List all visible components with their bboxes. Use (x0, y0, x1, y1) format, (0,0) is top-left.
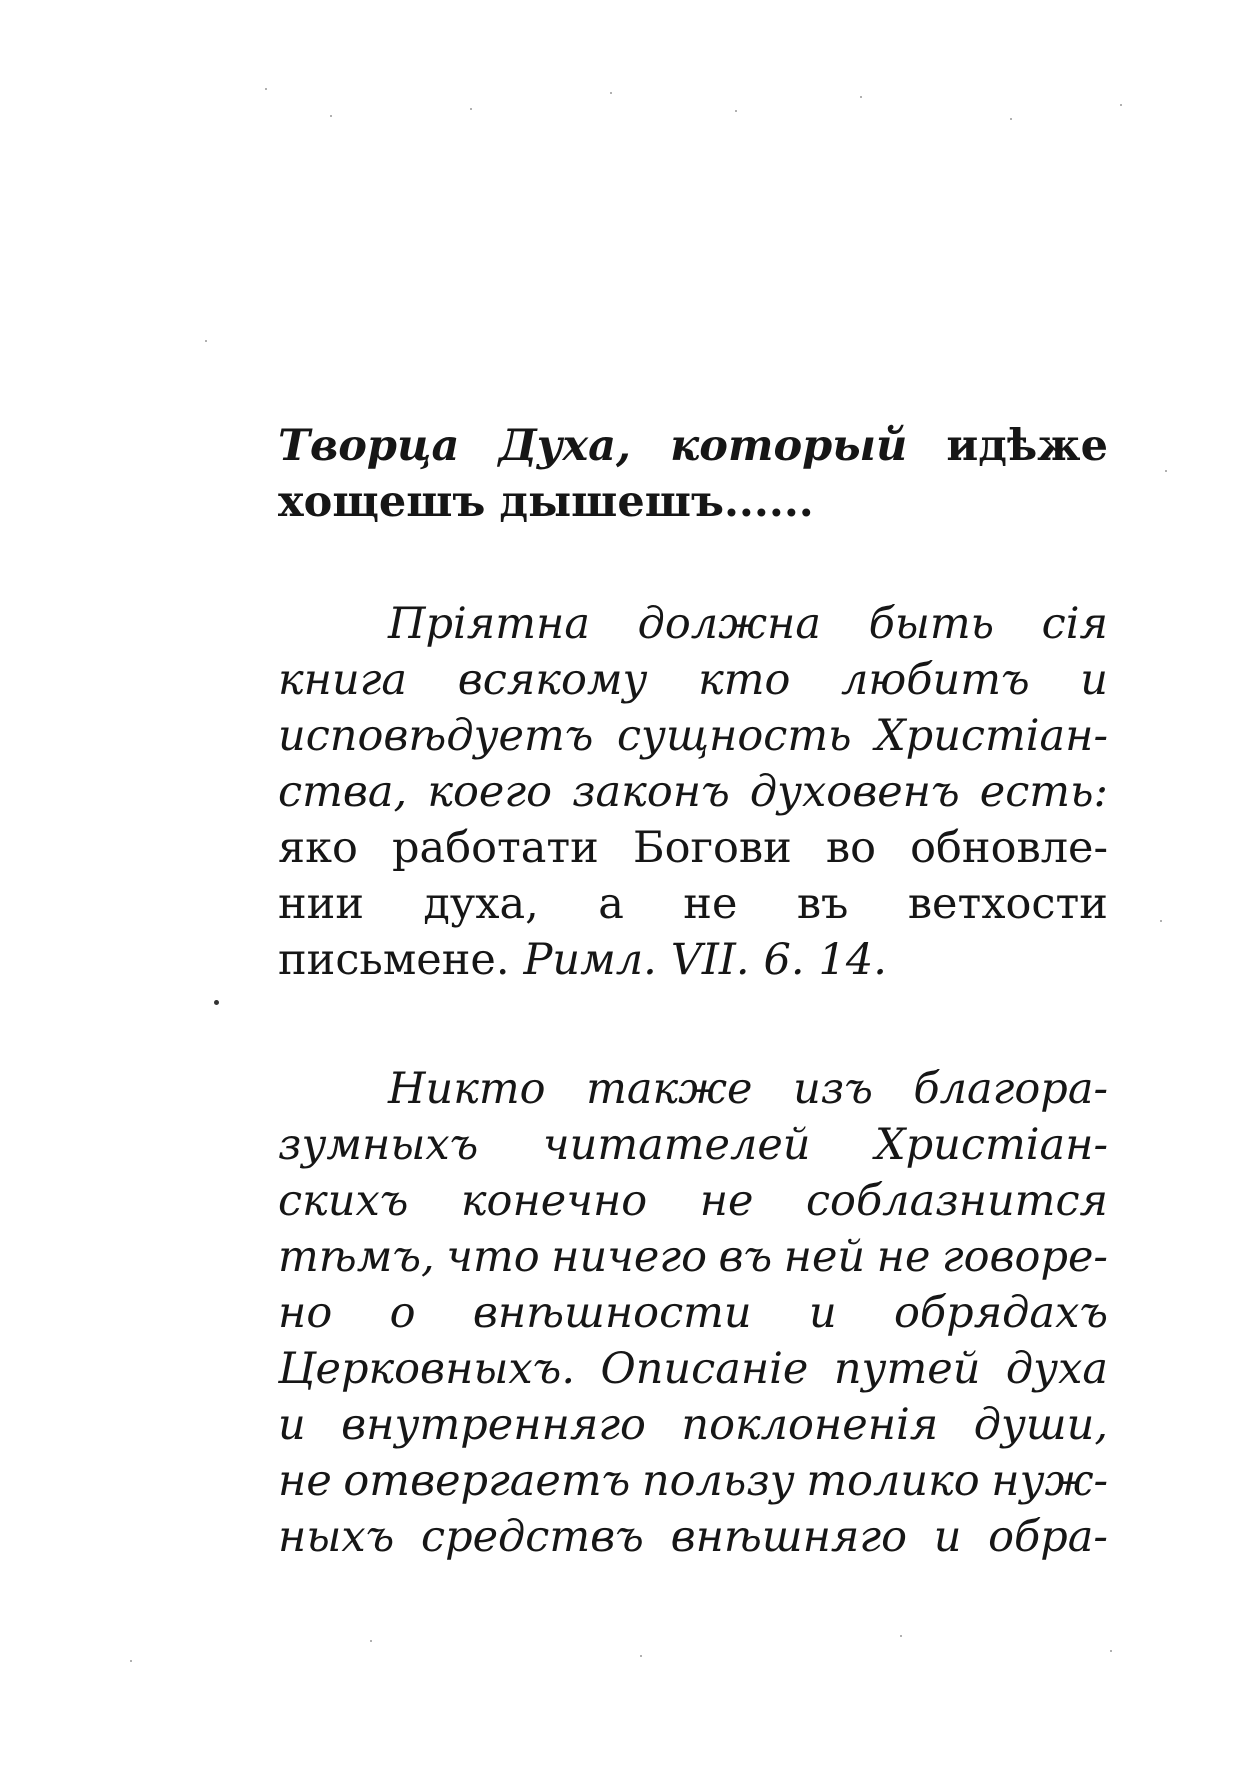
citation-verse: 6. (763, 935, 805, 985)
word: есть: (979, 767, 1108, 817)
word: конечно (460, 1176, 648, 1226)
word: всякому (457, 655, 648, 705)
text-line (278, 652, 1108, 708)
word: отвергаетъ (343, 1456, 631, 1506)
word: изъ (793, 1064, 873, 1114)
word: души, (973, 1400, 1108, 1450)
word: зумныхъ (278, 1120, 479, 1170)
text-line (278, 418, 1108, 474)
scan-speck (330, 115, 332, 117)
word: исповѣдуетъ (278, 711, 594, 761)
text-line (278, 1285, 1108, 1341)
word: быть (868, 599, 995, 649)
scan-speck (640, 1655, 642, 1657)
word: Духа, (498, 421, 631, 471)
scan-speck (610, 92, 612, 94)
word: законъ (572, 767, 730, 817)
word: Описаніе (600, 1344, 809, 1394)
word: Церковныхъ. (278, 1344, 575, 1394)
word: духа, (423, 879, 539, 929)
word: Христіан- (875, 711, 1108, 761)
word: въ (796, 879, 849, 929)
scan-speck (265, 88, 267, 90)
word: читателей (542, 1120, 811, 1170)
scan-speck (900, 1635, 902, 1637)
word: ветхости (907, 879, 1108, 929)
scan-speck (130, 1660, 132, 1662)
scan-speck (1010, 118, 1012, 120)
text-line (278, 1117, 1108, 1173)
scan-speck (1120, 104, 1122, 106)
word: но (278, 1288, 333, 1338)
word: хощешъ (278, 477, 486, 527)
text-line (278, 1509, 1108, 1565)
paragraph-2 (278, 596, 1108, 988)
scan-speck (370, 1640, 372, 1642)
word: не (876, 1232, 931, 1282)
word: духовенъ (749, 767, 960, 817)
word: дышешъ...... (499, 477, 814, 527)
word: внутренняго (341, 1400, 646, 1450)
word: обра- (988, 1512, 1108, 1562)
word: Творца (278, 421, 460, 471)
scan-speck (860, 96, 862, 98)
text-line (278, 596, 1108, 652)
word: не (278, 1456, 332, 1506)
word: нии (278, 879, 364, 929)
word: Христіан- (875, 1120, 1108, 1170)
text-line (278, 820, 1108, 876)
word: во (825, 823, 877, 873)
word: и (278, 1400, 306, 1450)
word: не (699, 1176, 754, 1226)
scan-speck (735, 110, 737, 112)
word: идѣже (946, 421, 1108, 471)
citation-book: Римл. (523, 935, 657, 985)
word: ныхъ (278, 1512, 395, 1562)
text-line (278, 708, 1108, 764)
text-line (278, 876, 1108, 932)
word: внѣшняго (670, 1512, 907, 1562)
scan-speck (1165, 470, 1167, 472)
word: соблазнится (805, 1176, 1108, 1226)
word: пользу (641, 1456, 795, 1506)
word: внѣшности (472, 1288, 752, 1338)
word: а (598, 879, 624, 929)
scan-speck (1110, 1650, 1112, 1652)
word: говоре- (941, 1232, 1108, 1282)
word: не (683, 879, 738, 929)
word: обновле- (910, 823, 1108, 873)
word: должна (637, 599, 821, 649)
paragraph-3 (278, 1061, 1108, 1565)
word: путей (833, 1344, 981, 1394)
scan-speck (1160, 920, 1162, 922)
scan-speck (214, 1000, 219, 1005)
text-line (278, 1397, 1108, 1453)
word: благора- (913, 1064, 1108, 1114)
word: также (586, 1064, 753, 1114)
text-line (278, 1229, 1108, 1285)
word: нуж- (991, 1456, 1108, 1506)
scan-speck (205, 340, 207, 342)
word: тѣмъ, (278, 1232, 435, 1282)
word: сущность (616, 711, 852, 761)
word: что (446, 1232, 540, 1282)
word: работати (392, 823, 599, 873)
word: поклоненія (681, 1400, 939, 1450)
word: ничего (551, 1232, 707, 1282)
word: сія (1041, 599, 1108, 649)
text-line (278, 1341, 1108, 1397)
citation-chapter: VII. (670, 935, 750, 985)
word: средствъ (420, 1512, 644, 1562)
word: Никто (388, 1064, 546, 1114)
word: скихъ (278, 1176, 409, 1226)
text-line (278, 764, 1108, 820)
word: письмене. (278, 935, 510, 985)
text-line (278, 474, 1108, 530)
word: любитъ (841, 655, 1030, 705)
word: яко (278, 823, 358, 873)
word: ней (783, 1232, 866, 1282)
word: толико (806, 1456, 980, 1506)
word: книга (278, 655, 408, 705)
text-line (278, 1453, 1108, 1509)
word: кто (698, 655, 791, 705)
word: и (933, 1512, 962, 1562)
word: духа (1005, 1344, 1108, 1394)
word: который (670, 421, 908, 471)
scan-speck (470, 108, 472, 110)
citation-verse: 14. (818, 935, 887, 985)
word: ства, (278, 767, 408, 817)
word: и (1080, 655, 1108, 705)
word: и (808, 1288, 837, 1338)
paragraph-1 (278, 418, 1108, 530)
word: въ (718, 1232, 773, 1282)
word: о (389, 1288, 416, 1338)
text-line (278, 1061, 1108, 1117)
word: Богови (632, 823, 792, 873)
text-line (278, 932, 1108, 988)
word: обрядахъ (894, 1288, 1108, 1338)
word: Пріятна (388, 599, 590, 649)
text-line (278, 1173, 1108, 1229)
word: коего (427, 767, 552, 817)
